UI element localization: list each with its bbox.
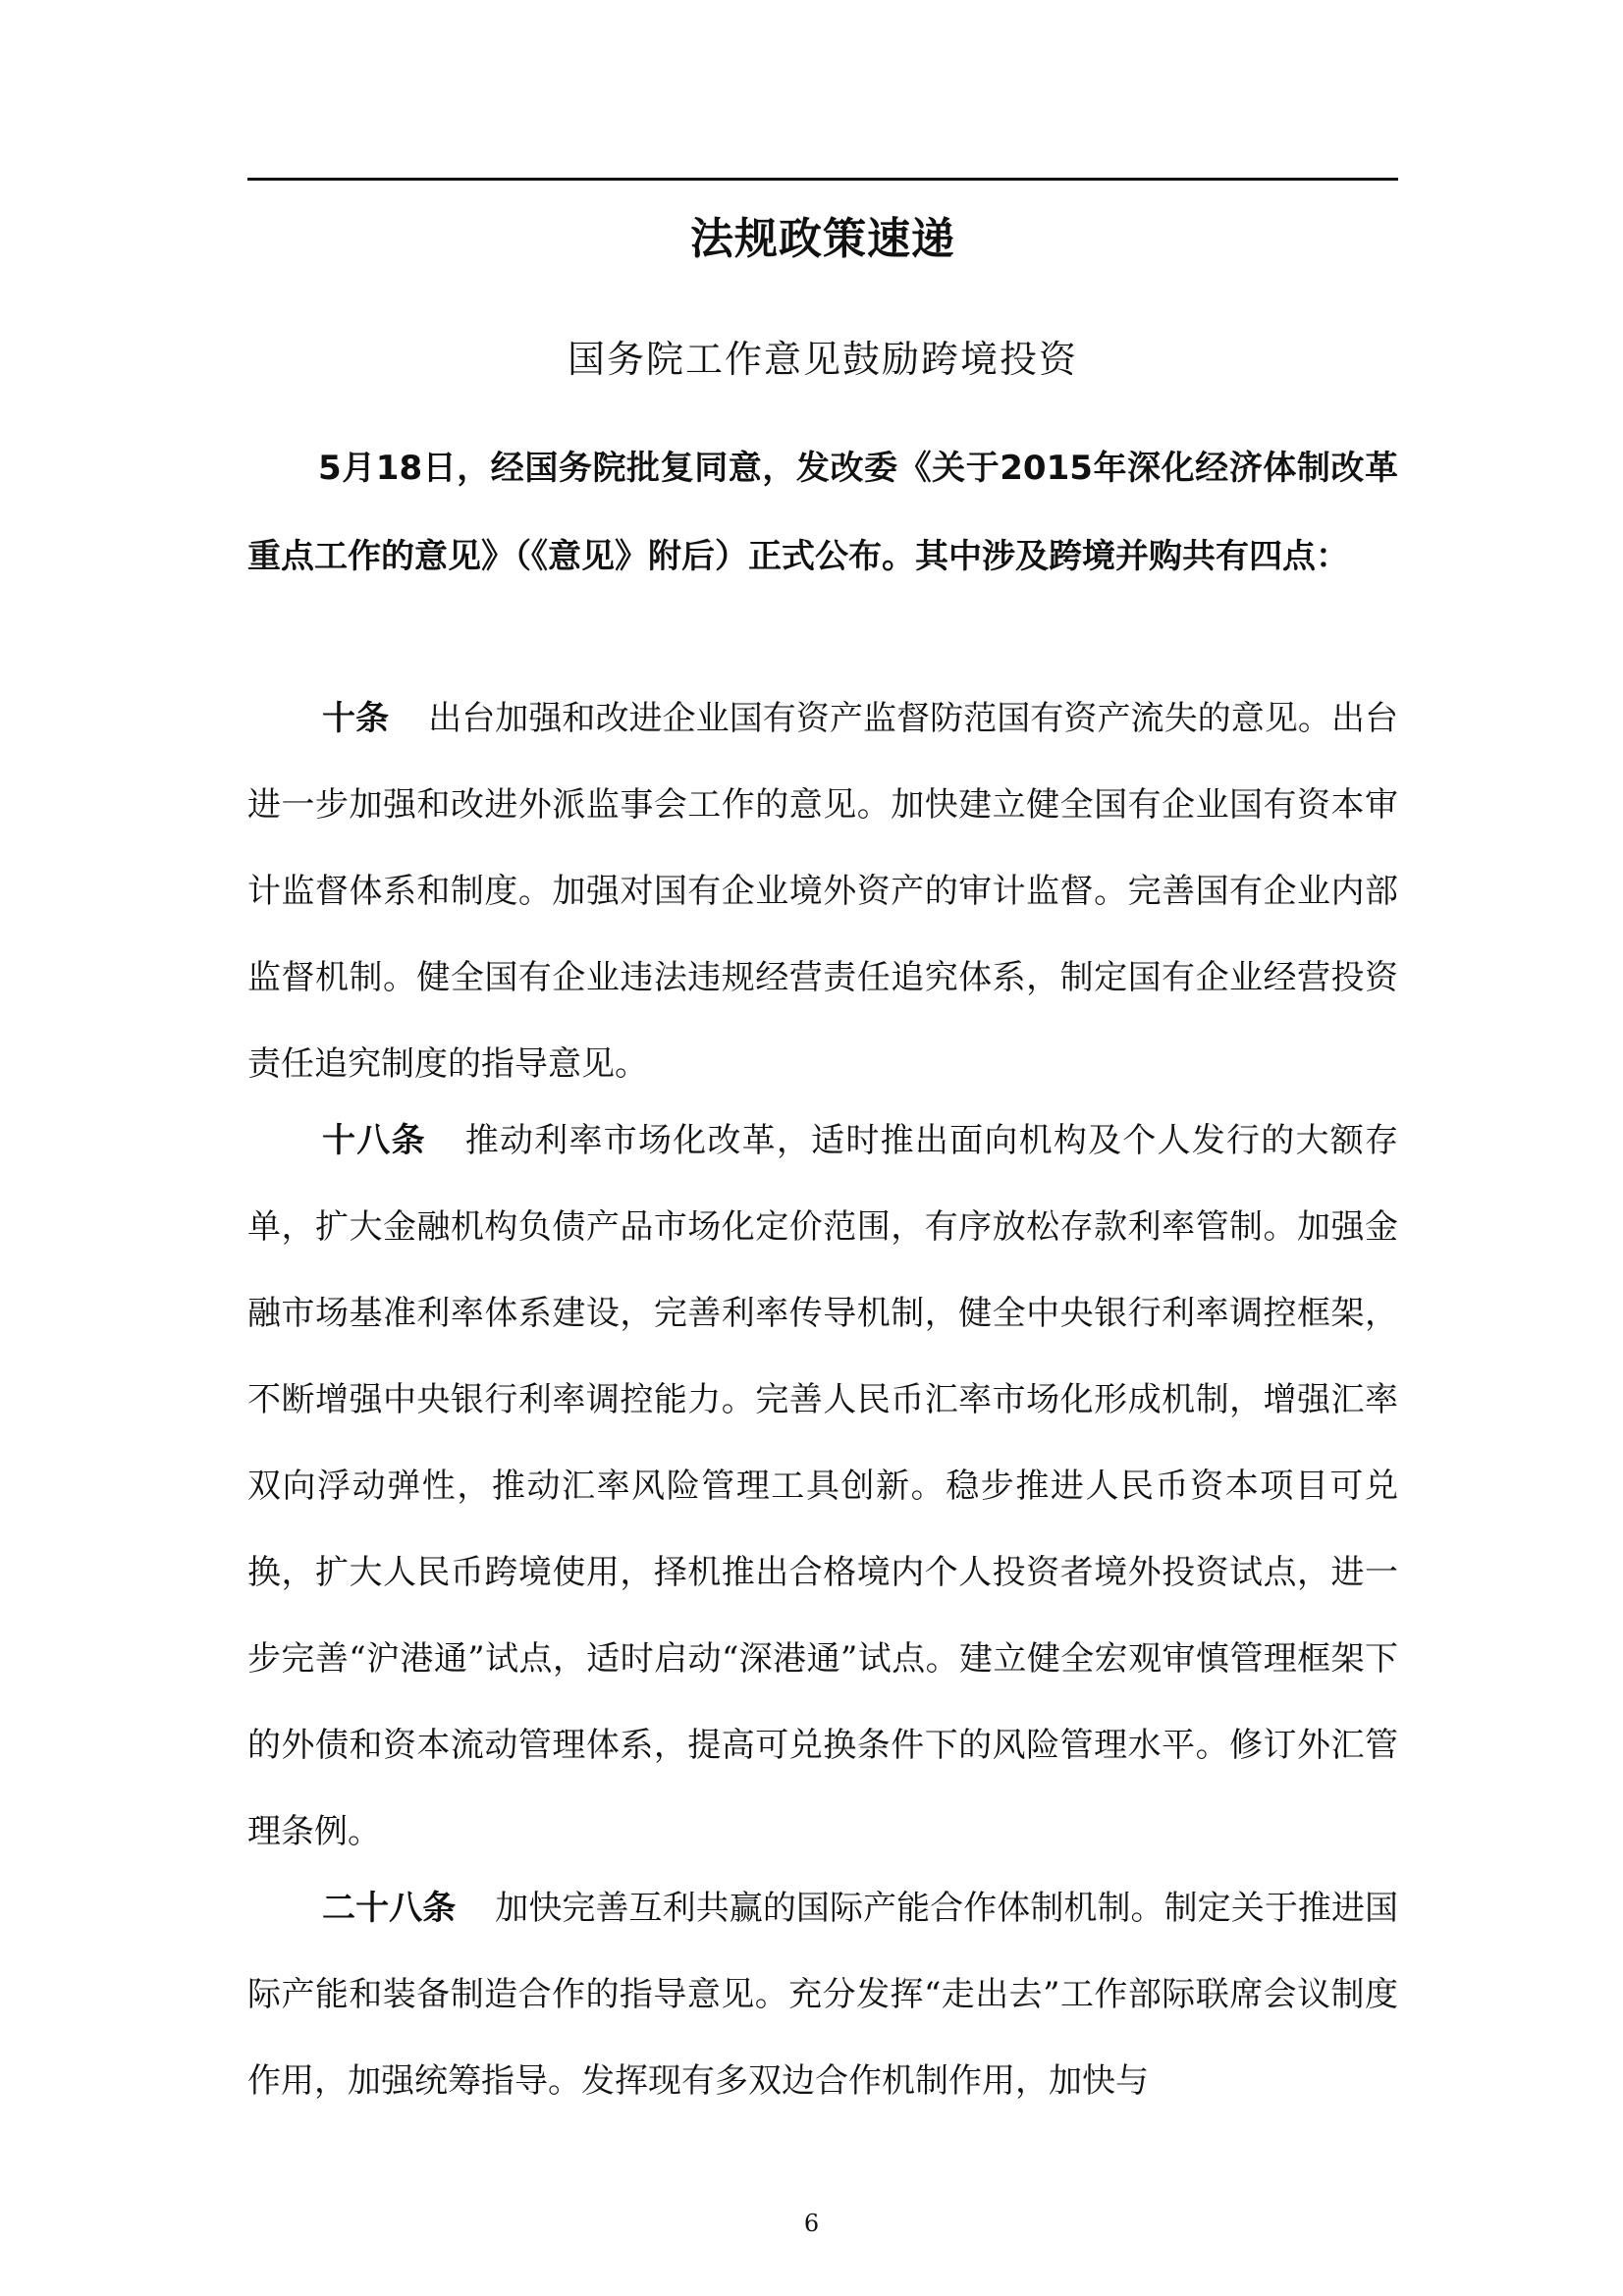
clause-text: 出台加强和改进企业国有资产监督防范国有资产流失的意见。出台进一步加强和改进外派监事会工作的意见。加快建立健全国有企业国有资本审计监督体系和制度。加强对国有企业境外资产的审计监督。完善国有企业内部监督机制。健全国有企业违法违规经营责任追究体系，制定国有企业经营投资责任追究制度的指导意见。 xyxy=(247,699,1399,1084)
clause-label: 十八条 xyxy=(322,1121,426,1160)
section-title: 法规政策速递 xyxy=(690,214,955,264)
article-title: 国务院工作意见鼓励跨境投资 xyxy=(567,338,1078,381)
clause-text: 推动利率市场化改革，适时推出面向机构及个人发行的大额存单，扩大金融机构负债产品市场化定价范围，有序放松存款利率管制。加强金融市场基准利率体系建设，完善利率传导机制，健全中央银行利率调控框架，不断增强中央银行利率调控能力。完善人民币汇率市场化形成机制，增强汇率双向浮动弹性，推动汇率风险管理工具创新。稳步推进人民币资本项目可兑换，扩大人民币跨境使用，择机推出合格境内个人投资者境外投资试点，进一步完善“沪港通”试点，适时启动“深港通”试点。建立健全宏观审慎管理框架下的外债和资本流动管理体系，提高可兑换条件下的风险管理水平。修订外汇管理条例。 xyxy=(247,1121,1399,1851)
clause-text: 加快完善互利共赢的国际产能合作体制机制。制定关于推进国际产能和装备制造合作的指导意见。充分发挥“走出去”工作部际联席会议制度作用，加强统筹指导。发挥现有多双边合作机制作用，加快与 xyxy=(247,1889,1399,2101)
header-rule xyxy=(247,178,1398,181)
page-number: 6 xyxy=(803,2210,820,2237)
clause-label: 十条 xyxy=(322,699,390,738)
clause-label: 二十八条 xyxy=(322,1889,457,1928)
intro-paragraph: 5月18日，经国务院批复同意，发改委《关于2015年深化经济体制改革重点工作的意见》（《意见》附后）正式公布。其中涉及跨境并购共有四点： xyxy=(247,449,1398,576)
clause-paragraph xyxy=(247,1097,1398,1875)
clause-paragraph xyxy=(247,675,1398,1107)
clause-paragraph xyxy=(247,1865,1398,2124)
